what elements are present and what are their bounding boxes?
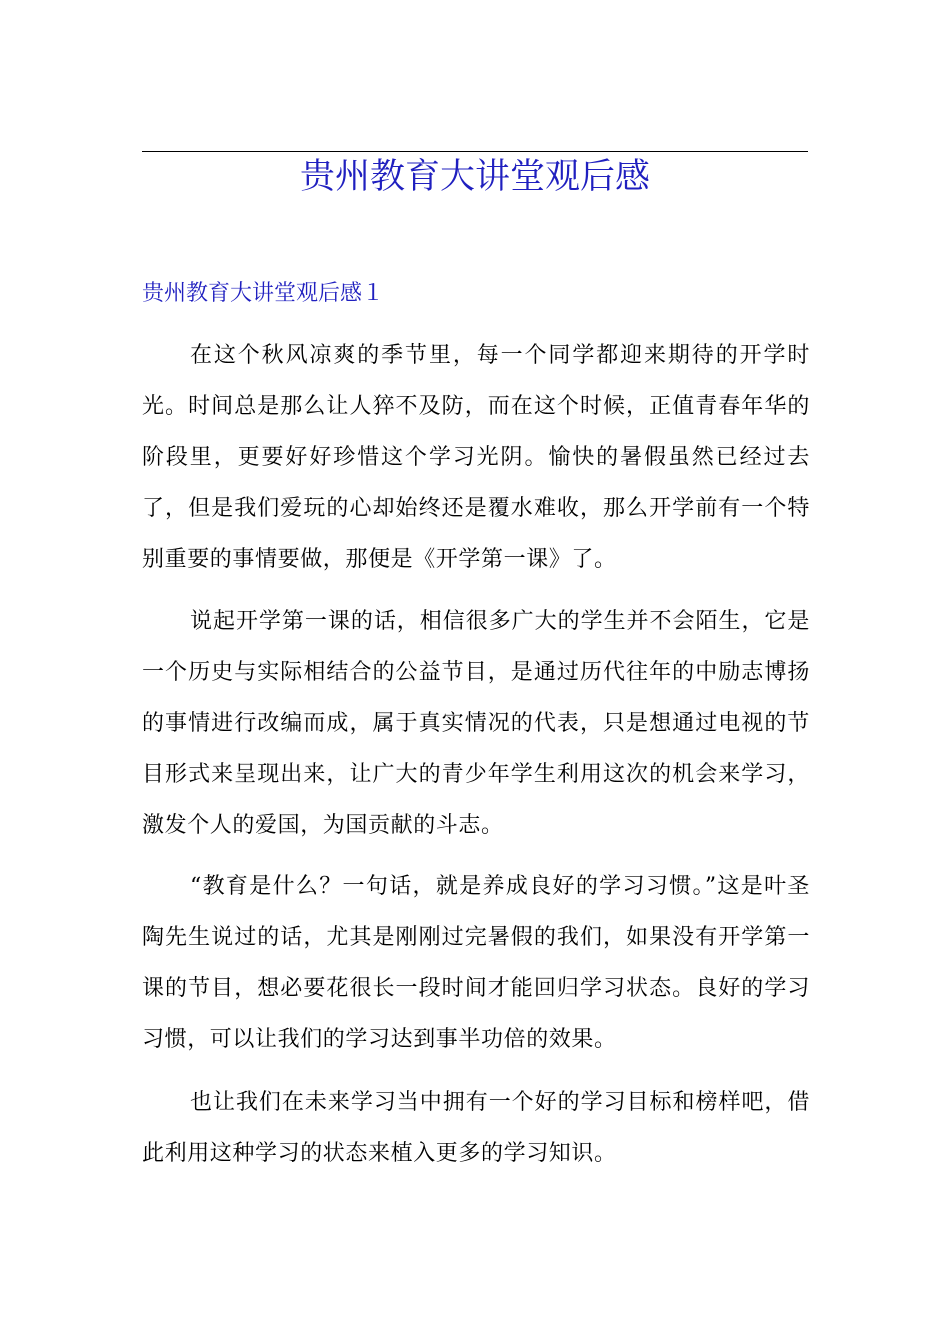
- paragraph-3: “教育是什么？一句话，就是养成良好的学习习惯。”这是叶圣陶先生说过的话，尤其是刚刚过完暑假的我们，如果没有开学第一课的节目，想必要花很长一段时间才能回归学习状态。良好的学习习惯，可以让我们的学习达到事半功倍的效果。: [142, 874, 810, 1052]
- paragraph-2: 说起开学第一课的话，相信很多广大的学生并不会陌生，它是一个历史与实际相结合的公益节目，是通过历代往年的中励志博扬的事情进行改编而成，属于真实情况的代表，只是想通过电视的节目形式来呈现出来，让广大的青少年学生利用这次的机会来学习，激发个人的爱国，为国贡献的斗志。: [142, 609, 810, 838]
- document-title: 贵州教育大讲堂观后感: [299, 157, 650, 197]
- paragraph-4: 也让我们在未来学习当中拥有一个好的学习目标和榜样吧，借此利用这种学习的状态来植入更多的学习知识。: [142, 1090, 810, 1166]
- paragraph-1: 在这个秋风凉爽的季节里，每一个同学都迎来期待的开学时光。时间总是那么让人猝不及防，而在这个时候，正值青春年华的阶段里，更要好好珍惜这个学习光阴。愉快的暑假虽然已经过去了，但是我们爱玩的心却始终还是覆水难收，那么开学前有一个特别重要的事情要做，那便是《开学第一课》了。: [142, 343, 810, 572]
- section-heading: 贵州教育大讲堂观后感１: [142, 281, 385, 306]
